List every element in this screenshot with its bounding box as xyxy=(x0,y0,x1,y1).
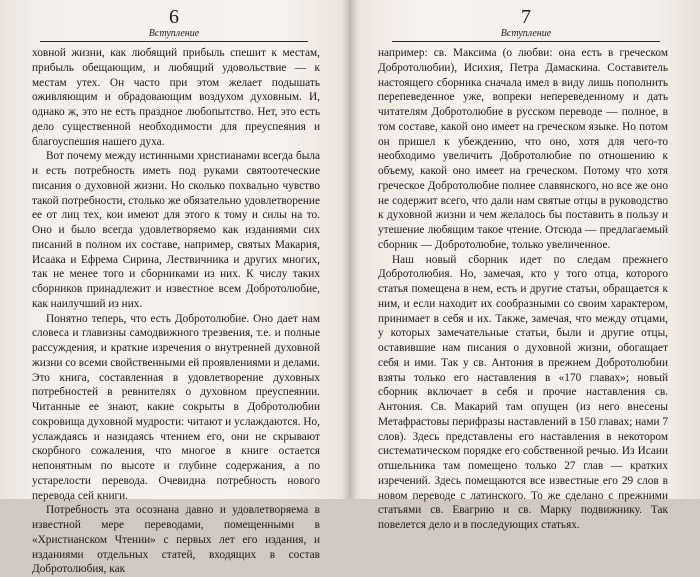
right-page-text xyxy=(378,46,668,533)
page-number: 6 xyxy=(169,6,179,28)
paragraph: Понятно теперь, что есть Добротолюбие. Оно дает нам словеса и главизны самодвижного трезвения, т.е. и полные рассуждения, и краткие изречения о внутренней духовной жизни со всеми свойственными ей проявлениями и делами. Это книга, составленная в удовлетворение духовных потребностей в ревнителях о духовном преуспеянии. Читанные ее знают, какие сокрыты в Добротолюбии сокровища духовной мудрости: читают и услаждаются. Но, услаждаясь и назидаясь чтением его, они не скрывают скорбного сожаления, что многое в книге остается непонятным по высоте и глубине содержания, а по устарелости перевода. Очевидна потребность нового перевода сей книги. xyxy=(32,312,320,502)
paragraph: Потребность эта осознана давно и удовлетворяема в известной мере переводами, помещенными в «Христианском Чтении» с первых лет его издания, и изданиями отдельных статей, входящих в состав Добротолюбия, как xyxy=(32,504,320,576)
right-page xyxy=(352,0,700,531)
page-number: 7 xyxy=(521,6,531,28)
header-rule xyxy=(40,41,308,42)
left-page-header xyxy=(40,6,308,42)
left-page xyxy=(0,0,348,576)
paragraph: например: св. Максима (о любви: она есть в греческом Добротолюбии), Исихия, Петра Дамаскина. Составитель настоящего сборника сначала имел в виду лишь пополнить перепеведенное уже, вопреки непереведенному и дать читателям Добротолюбие в русском переводе — полное, в том составе, какой оно имеет на греческом языке. Но потом он пришел к убеждению, что оно, хотя для чего-то необходимо увеличить Добротолюбие по отношению к объему, какой оно имеет на греческом. Потому что хотя греческое Добротолюбие полнее славянского, но все же оно не содержит всего, что дали нам святые отцы в руководство к духовной жизни и чем желалось бы поставить в пользу и утешение любящим такое чтение. Отсюда — предлагаемый сборник — Добротолюбие, только увеличенное. xyxy=(378,47,668,251)
paragraph: Наш новый сборник идет по следам прежнего Добротолюбия. Но, замечая, кто у того отца, которого статья помещена в нем, есть и другие статьи, обращается к ним, и если находит их сообразными со своим характером, принимает в себя и их. Также, замечая, что между отцами, у которых замечательные статьи, были и другие отцы, оставившие нам писания о духовной жизни, обогащает себя и ими. Так у св. Антония в прежнем Добротолюбии взяты только его наставления в «170 главах»; новый сборник включает в себя и прочие наставления св. Антония. Св. Макарий там опущен (из него внесены Метафрастовы перифразы наставлений в 150 главах; нами 7 слов). Здесь представлены его наставления в некотором систематическом порядке его собственной речью. Из Исаии отшельника там помещено только 27 глав — кратких изречений. Здесь помещаются все известные его 29 слов в новом переводе с латинского. То же сделано с прежними статьями св. Евагрию и св. Марку подвижнику. Так повелется дело и в последующих статьях. xyxy=(378,253,668,531)
right-page-header xyxy=(392,6,660,42)
header-rule xyxy=(392,41,660,42)
left-page-text xyxy=(32,46,320,577)
running-title: Вступление xyxy=(148,28,200,39)
running-title: Вступление xyxy=(500,28,552,39)
paragraph: Вот почему между истинными христианами всегда была и есть потребность иметь под руками святоотеческие писания о духовной жизни. Но сколько похвально чувство такой потребности, столько же обязательно удовлетворение ее от лиц тех, кои имеют для этого к тому и силы на то. Оно и было всегда удовлетворяемо как изданиями сих писаний в полном их составе, например, святых Макария, Исаака и Ефрема Сирина, Лествичника и других многих, так не менее того и сборниками из них. К числу таких сборников принадлежит и известное всем Добротолюбие, как наилучший из них. xyxy=(32,150,320,310)
book-gutter xyxy=(340,0,360,499)
paragraph: ховной жизни, как любящий прибыль спешит к местам, прибыль обещающим, и любящий удовольствие — к местам утех. Он часто при этом желает подышать оживляющим и обрадовающим воздухом духовным. И, однако ж, это не есть праздное любопытство. Нет, это есть дело существенной необходимости для преуспеяния и благоуспешия нашего духа. xyxy=(32,47,320,148)
